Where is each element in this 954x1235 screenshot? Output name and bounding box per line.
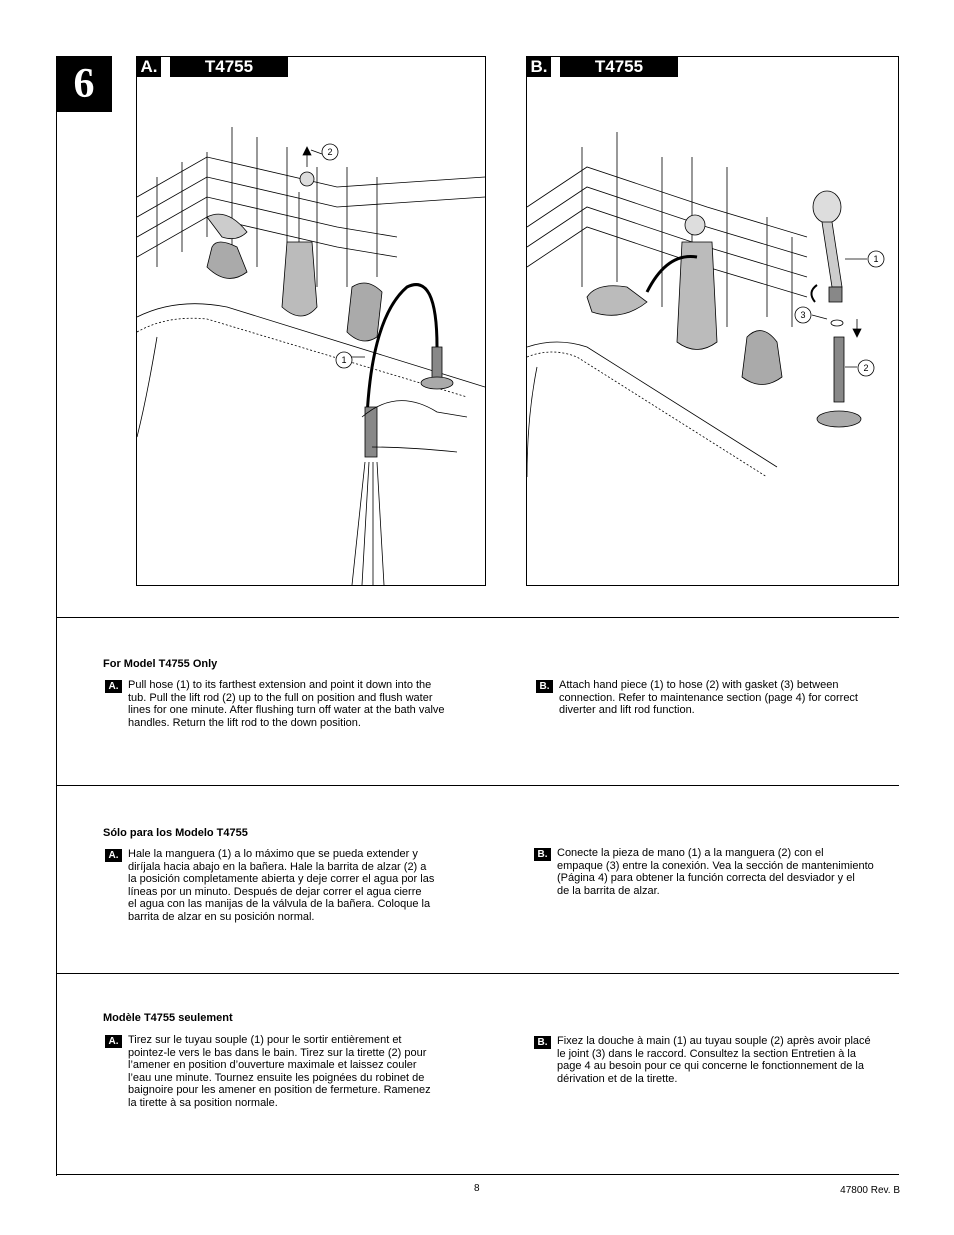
panel-a-letter: A. (137, 57, 161, 77)
document-revision: 47800 Rev. B (840, 1185, 900, 1196)
panel-b-header (527, 57, 678, 77)
section-title-spanish: Sólo para los Modelo T4755 (103, 827, 248, 839)
instruction-text: Fixez la douche à main (1) au tuyau souple (2) après avoir placé le joint (3) dans le raccord. Consultez la section Entretien à la page 4 au besoin pour ce qui concerne le fonctionnement de la dérivation et de la tirette. (557, 1035, 871, 1085)
panel-b-letter: B. (527, 57, 551, 77)
section-divider (56, 785, 899, 786)
faucet-handshower-illustration (527, 57, 898, 585)
instruction-text: Attach hand piece (1) to hose (2) with gasket (3) between connection. Refer to maintenance section (page 4) for correct diverter and lift rod function. (559, 679, 858, 716)
instruction-french-a (105, 1034, 485, 1109)
callout-2-label: 2 (863, 363, 869, 373)
instruction-english-a (105, 679, 485, 729)
instruction-spanish-b (534, 847, 896, 897)
instruction-text: Pull hose (1) to its farthest extension and point it down into the tub. Pull the lift rod (2) up to the full on position and flush water lines for one minute. After flushing turn off water at the bath valve handles. Return the lift rod to the down position. (128, 679, 445, 729)
step-b-badge: B. (536, 680, 553, 693)
instruction-text: Conecte la pieza de mano (1) a la manguera (2) con el empaque (3) entre la conexión. Vea la sección de mantenimiento (Página 4) para obtener la función correcta del desviador y el de la barrita de alzar. (557, 847, 874, 897)
section-divider (56, 1174, 899, 1175)
instruction-spanish-a (105, 848, 485, 923)
step-number: 6 (56, 56, 112, 112)
step-a-badge: A. (105, 1035, 122, 1048)
page-frame-left (56, 56, 57, 1176)
page-number: 8 (474, 1183, 480, 1194)
callout-1-label: 1 (873, 254, 879, 264)
faucet-pullout-illustration (137, 57, 485, 585)
instruction-text: Hale la manguera (1) a lo máximo que se pueda extender y diríjala hacia abajo en la bañera. Hale la barrita de alzar (2) a la posición completamente abierta y deje correr el agua por las líneas por un minuto. Después de dejar correr el agua cierre el agua con las manijas de la válvula de la bañera. Coloque la barrita de alzar en su posición normal. (128, 848, 435, 923)
section-divider (56, 617, 899, 618)
instruction-english-b (536, 679, 896, 717)
panel-a-model: T4755 (170, 57, 288, 77)
callout-3-label: 3 (800, 310, 806, 320)
step-a-badge: A. (105, 849, 122, 862)
panel-a-header (137, 57, 288, 77)
instruction-french-b (534, 1035, 896, 1085)
step-a-badge: A. (105, 680, 122, 693)
section-divider (56, 973, 899, 974)
step-b-badge: B. (534, 1036, 551, 1049)
step-b-badge: B. (534, 848, 551, 861)
callout-1-label: 1 (341, 355, 347, 365)
instruction-text: Tirez sur le tuyau souple (1) pour le sortir entièrement et pointez-le vers le bas dans le bain. Tirez sur la tirette (2) pour l’amener en position d’ouverture maximale et laissez couler l’eau une minute. Tournez ensuite les poignées du robinet de baignoire pour les amener en position de fermeture. Ramenez la tirette à sa position normale. (128, 1034, 431, 1109)
callout-2-label: 2 (327, 147, 333, 157)
illustration-panel-b (526, 56, 899, 586)
section-title-french: Modèle T4755 seulement (103, 1012, 233, 1024)
panel-b-model: T4755 (560, 57, 678, 77)
illustration-panel-a (136, 56, 486, 586)
section-title-english: For Model T4755 Only (103, 658, 218, 670)
